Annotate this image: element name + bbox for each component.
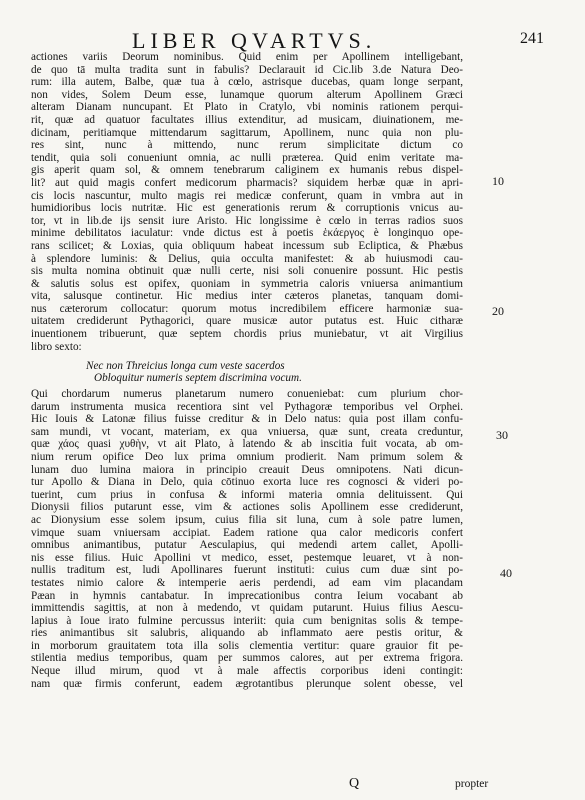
text-line: vimque suam vniuersam accipiat. Eadem ratione qua calor medicoris confert	[31, 526, 463, 539]
text-line: Pæan in hymnis cantabatur. In imprecationibus contra Ieium vocabant ab	[31, 589, 463, 602]
signature-mark: Q	[349, 776, 360, 791]
text-line: rans scilicet; & Loxias, quia obliquum habeat incessum sub Ecliptica, & Phæbus	[31, 239, 463, 252]
text-line: tuerint, cum prius in confusa & informi materia omnia delituissent. Qui	[31, 488, 463, 501]
text-line: testates nimio calore & intemperie aeris perdendi, ad eam vim placandam	[31, 576, 463, 589]
text-line: Dionysii filios putarunt esse, vim & actiones solis Apollinem esse crediderunt,	[31, 501, 463, 514]
text-line: lapius à Ioue irato fulmine percussus interiit: quia cum benignitas solis & tempe-	[31, 614, 463, 627]
text-line: alteram Dianam nuncupant. Et Plato in Cratylo, vbi nominis rationem perqui-	[31, 101, 463, 114]
running-head: LIBER QVARTVS.	[132, 28, 377, 53]
text-line: omnibus animantibus, putatur Aesculapius, qui medendi artem callet, Apolli-	[31, 539, 463, 552]
text-line: stilentia medius temporibus, quam per summos calores, aut per extrema frigora.	[31, 652, 463, 665]
margin-line-number: 30	[496, 428, 508, 442]
main-text-block-continued	[31, 388, 463, 690]
text-line: darum instrumenta musica recentiora sint vel Pythagoræ temporibus vel Orphei.	[31, 400, 463, 413]
text-line: dicinam, peritiamque mittendarum sagittarum, Apollinem, nunc quia non plu-	[31, 126, 463, 139]
text-line: ries animantibus sit salubris, aliquando ab inflammato aere pestis oritur, &	[31, 627, 463, 640]
text-line: sis multa nomina obtinuit quæ nulli certe, nisi soli conuenire possunt. Hic pestis	[31, 265, 463, 278]
text-line: lit? aut quid magis confert medicorum pharmacis? siquidem herbæ quæ in apri-	[31, 176, 463, 189]
text-line: tor, vt in lib.de ijs sensit iure Aristo. Hic longissime è cœlo in terras radios suos	[31, 214, 463, 227]
text-line: ac Dionysium esse solem ipsum, cuius filia sit luna, cum à sole patre lumen,	[31, 513, 463, 526]
text-line: res sint, nunc à mittendo, nunc rerum simplicitate dictum co	[31, 139, 463, 152]
text-line: rum: illa autem, Balbe, quæ tua à cœlo, astrisque ducebas, quam longe serpant,	[31, 76, 463, 89]
text-line: vita, salusque continetur. Hic medius inter cæteros planetas, tanquam domi-	[31, 290, 463, 303]
verse-quotation	[86, 360, 386, 385]
text-line: nullis traditum est, ludi Apollinares fuerunt instituti: cuius cum duæ sint po-	[31, 564, 463, 577]
text-line: humidioribus locis nutritæ. Hic est generationis rerum & corruptionis vnicus au-	[31, 202, 463, 215]
text-line: in morborum grauitatem tota illa solis clementia vertitur: quare grauior fit pe-	[31, 639, 463, 652]
text-line: actiones variis Deorum nominibus. Quid enim per Apollinem intelligebant,	[31, 51, 463, 63]
main-text-block	[31, 51, 463, 353]
catchword: propter	[455, 778, 489, 790]
margin-line-number: 20	[492, 304, 504, 318]
text-line: inuentionem tribuerunt, quæ septem chordis prius muniebatur, vt ait Virgilius	[31, 328, 463, 341]
text-line: rit, quæ ad quatuor facultates illius extenditur, ad musicam, diuinationem, me-	[31, 113, 463, 126]
text-line: de quo tā multa tradita sunt in fabulis? Declarauit id Cic.lib 3.de Natura Deo-	[31, 63, 463, 76]
text-line: à splendore luminis: & Delius, quia occulta manifestet: & ab huiusmodi cau-	[31, 252, 463, 265]
text-line: tendit, quia soli conueniunt omnia, ac nulli præterea. Quid enim veritate ma-	[31, 151, 463, 164]
text-line: tur Apollo & Diana in Delo, quia cōtinuo exorta luce res cognosci & videri po-	[31, 476, 463, 489]
page-number: 241	[520, 30, 544, 47]
text-line: & salutis solus est opifex, quoniam in symmetria caloris vniuersa animantium	[31, 277, 463, 290]
text-line: non vides, Solem Deum esse, lunamque quorum alterum Apollinem Græci	[31, 88, 463, 101]
text-line: nam quæ firmis conferunt, eadem ægrotantibus plerunque solent obesse, vel	[31, 677, 463, 690]
text-line: quæ χάος quasi χυθὴν, vt ait Plato, à latendo & ab inscitia fuit vocata, ab om-	[31, 438, 463, 451]
verse-line: Nec non Threicius longa cum veste sacerdos	[86, 360, 285, 372]
text-line: minime debilitatos iaculatur: vnde dictus est à poetis ἑκάεργος è longinquo ope-	[31, 227, 463, 240]
text-line: uitatem crediderunt Pythagorici, quare musicæ autor putatus est. Huic citharæ	[31, 315, 463, 328]
margin-line-number: 10	[492, 174, 504, 188]
text-line: cis locis nascuntur, multo magis rei medicæ conferunt, quam in vmbra aut in	[31, 189, 463, 202]
text-line: immittendis sagittis, at non à medendo, vt quidam putarunt. Huius filius Aescu-	[31, 602, 463, 615]
text-line: libro sexto:	[31, 340, 82, 353]
text-line: sam mundi, vt vocant, materiam, ex qua vniuersa, quæ sunt, creata creduntur,	[31, 425, 463, 438]
text-line: gis aperit quam sol, & omnem tenebrarum caliginem ex humanis rebus dispel-	[31, 164, 463, 177]
verse-line: Obloquitur numeris septem discrimina vocum.	[94, 372, 302, 385]
text-line: nium rerum opifice Deo lux prima omnium prodierit. Nam primum solem &	[31, 450, 463, 463]
margin-line-number: 40	[500, 566, 512, 580]
text-line: Qui chordarum numerus planetarum numero conueniebat: cum plurium chor-	[31, 388, 463, 400]
text-line: nis esse filius. Huic Apollini vt medico, esset, pestemque leuaret, vt à non-	[31, 551, 463, 564]
text-line: Neque illud mirum, quod vt à male affectis corporibus ideni contingit:	[31, 665, 463, 678]
page-header	[0, 28, 585, 53]
text-line: nus cæterorum collocatur: quorum motus incredibilem efficere harmoniæ sua-	[31, 302, 463, 315]
text-line: Hic Iouis & Latonæ filius fuisse creditur & in Delo natus: quia post illam confu-	[31, 413, 463, 426]
text-line: lunam duo lumina maiora in principio creauit Deus omnipotens. Nati dicun-	[31, 463, 463, 476]
